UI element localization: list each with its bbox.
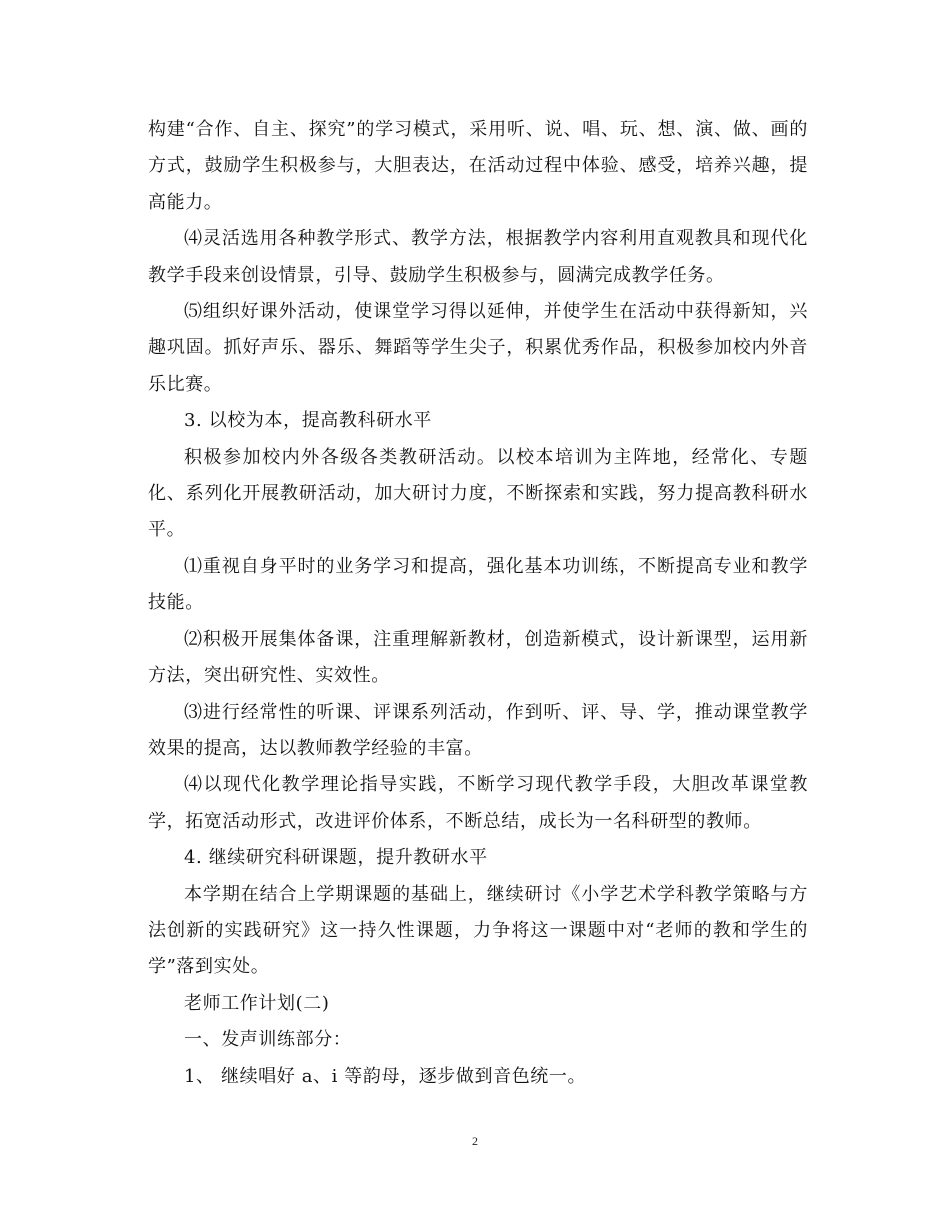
paragraph-7: ⑵积极开展集体备课，注重理解新教材，创造新模式，设计新课型，运用新方法，突出研究性、实效性。	[148, 628, 808, 687]
paragraph-9: ⑷以现代化教学理论指导实践，不断学习现代教学手段，大胆改革课堂教学，拓宽活动形式，改进评价体系，不断总结，成长为一名科研型的教师。	[148, 774, 808, 832]
page-number: 2	[472, 1134, 478, 1148]
paragraph-5: 积极参加校内外各级各类教研活动。以校本培训为主阵地，经常化、专题化、系列化开展教研活动，加大研讨力度，不断探索和实践，努力提高教科研水平。	[148, 446, 808, 541]
list-item-1: 1、 继续唱好 a、i 等韵母，逐步做到音色统一。	[184, 1065, 587, 1087]
section-heading-3: 3. 以校为本，提高教科研水平	[184, 410, 432, 432]
section-heading-4: 4. 继续研究科研课题，提升教研水平	[184, 847, 488, 869]
paragraph-8: ⑶进行经常性的听课、评课系列活动，作到听、评、导、学，推动课堂教学效果的提高，达以教师教学经验的丰富。	[148, 701, 808, 759]
paragraph-11: 本学期在结合上学期课题的基础上，继续研讨《小学艺术学科教学策略与方法创新的实践研究》这一持久性课题，力争将这一课题中对“老师的教和学生的学”落到实处。	[148, 883, 808, 978]
section-heading-1: 一、发声训练部分：	[184, 1029, 352, 1051]
paragraph-1: 构建“合作、自主、探究”的学习模式，采用听、说、唱、玩、想、演、做、画的方式，鼓励学生积极参与，大胆表达，在活动过程中体验、感受，培养兴趣，提高能力。	[148, 119, 808, 213]
plan-title: 老师工作计划(二)	[184, 992, 330, 1014]
paragraph-2: ⑷灵活选用各种教学形式、教学方法，根据教学内容利用直观教具和现代化教学手段来创设情景，引导、鼓励学生积极参与，圆满完成教学任务。	[148, 228, 808, 286]
document-body	[148, 112, 808, 1095]
paragraph-3: ⑸组织好课外活动，使课堂学习得以延伸，并使学生在活动中获得新知，兴趣巩固。抓好声乐、器乐、舞蹈等学生尖子，积累优秀作品，积极参加校内外音乐比赛。	[148, 301, 808, 395]
paragraph-6: ⑴重视自身平时的业务学习和提高，强化基本功训练，不断提高专业和教学技能。	[148, 555, 808, 614]
